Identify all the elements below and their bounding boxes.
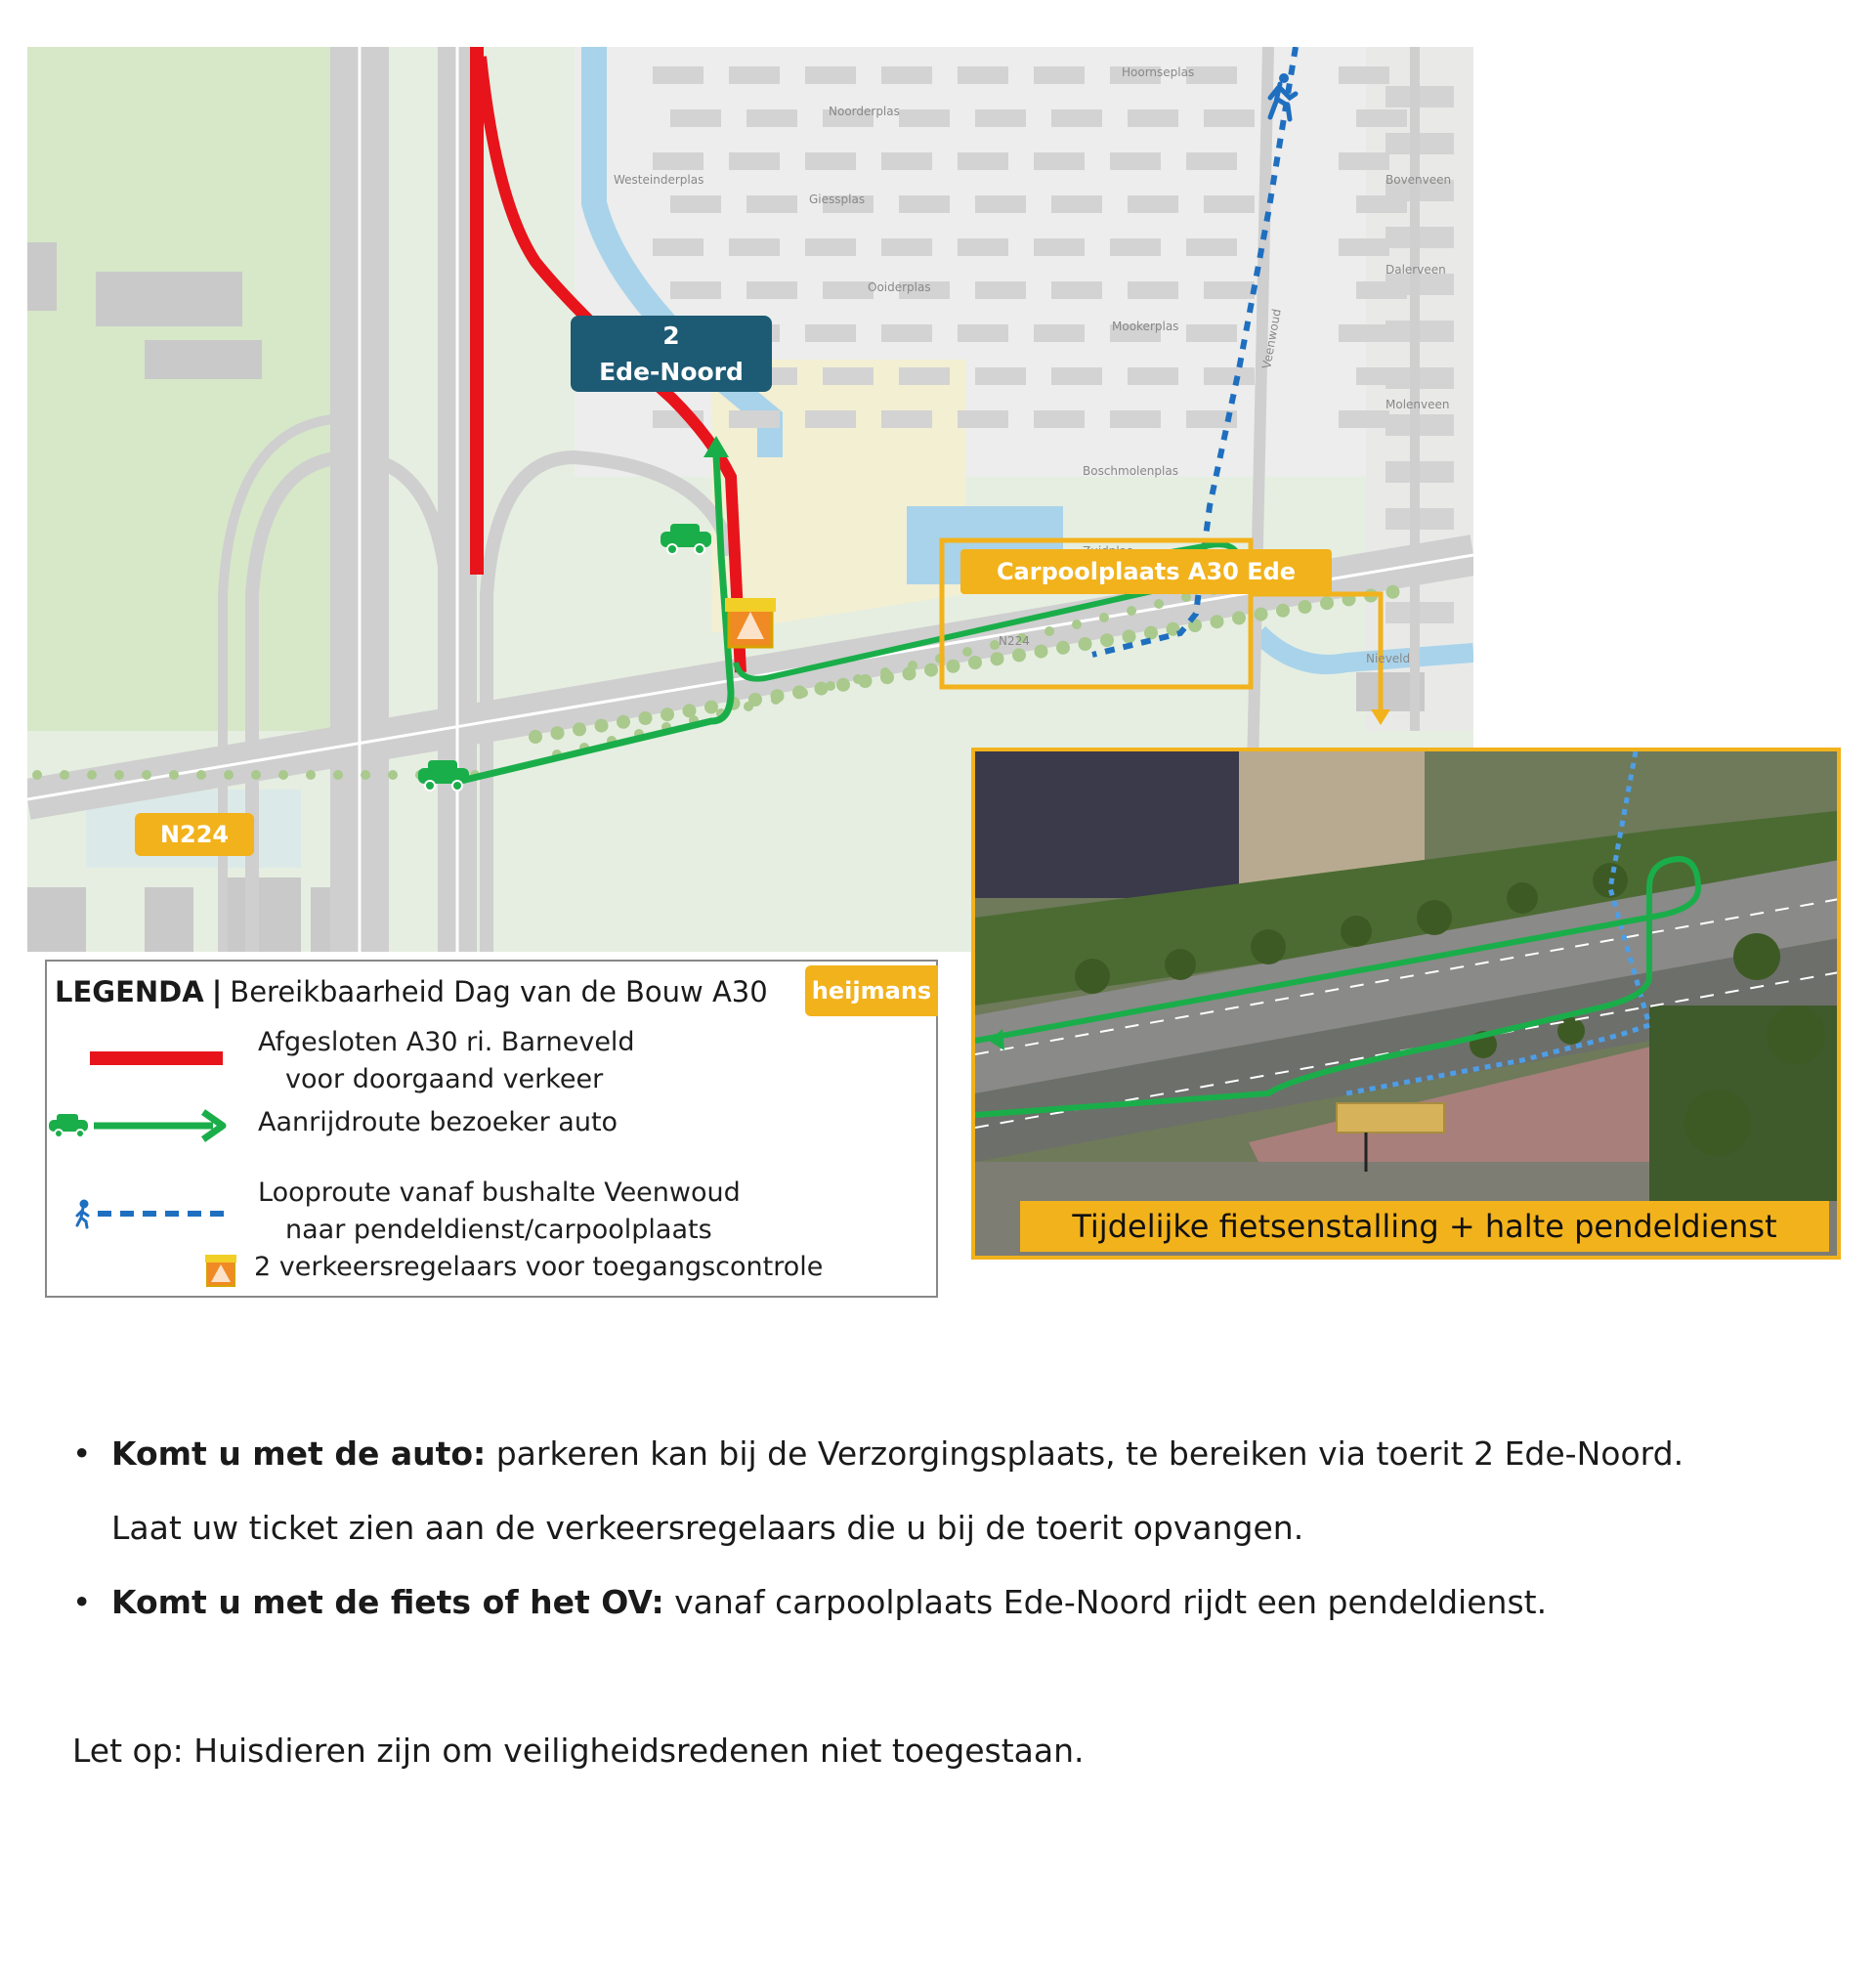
house-block	[1128, 367, 1178, 385]
tree	[1072, 620, 1082, 629]
map-label-veenwoud: Veenwoud	[1259, 308, 1284, 370]
house-block	[881, 66, 932, 84]
info-text	[72, 1417, 1831, 1788]
house-block	[881, 324, 932, 342]
bullet-dot: •	[72, 1583, 92, 1621]
map-label-mookerplas: Mookerplas	[1112, 320, 1179, 333]
house-block	[1034, 410, 1085, 428]
legend-item-car-route-line1: Aanrijdroute bezoeker auto	[258, 1107, 618, 1137]
house-block	[881, 238, 932, 256]
tree	[826, 681, 835, 691]
pedestrian-dashed-icon	[47, 1169, 252, 1247]
house-block	[805, 66, 856, 84]
house-block	[746, 281, 797, 299]
house-block	[1356, 109, 1407, 127]
house-block	[805, 410, 856, 428]
house-block	[899, 195, 950, 213]
house-block	[1110, 152, 1161, 170]
tree	[1079, 637, 1092, 651]
tree	[704, 701, 718, 714]
bullet-dot: •	[72, 1434, 92, 1473]
house-block	[729, 410, 780, 428]
house-block	[975, 195, 1026, 213]
map-label-noorderplas: Noorderplas	[829, 105, 900, 118]
house-block	[958, 66, 1008, 84]
tree	[1320, 596, 1334, 610]
tree	[947, 660, 960, 673]
house-block	[1339, 238, 1389, 256]
house-block	[653, 152, 704, 170]
exit-number: 2	[662, 321, 680, 350]
tree	[595, 719, 609, 733]
car-text-2: Laat uw ticket zien aan de verkeersregelaars die u bij de toerit opvangen.	[111, 1509, 1304, 1547]
house-block	[899, 367, 950, 385]
house-block	[1186, 324, 1237, 342]
bike-text: vanaf carpoolplaats Ede-Noord rijdt een pendeldienst.	[663, 1583, 1548, 1621]
house-block	[823, 281, 874, 299]
house-block	[1034, 66, 1085, 84]
tree	[114, 770, 124, 780]
tree	[1056, 641, 1070, 655]
tree	[661, 707, 674, 721]
car-text: parkeren kan bij de Verzorgingsplaats, te bereiken via toerit 2 Ede-Noord.	[486, 1434, 1684, 1473]
house-block	[746, 195, 797, 213]
tree	[1144, 626, 1158, 640]
legend-item-traffic-controller-line1: 2 verkeersregelaars voor toegangscontrole	[254, 1252, 824, 1282]
tree	[1154, 599, 1164, 609]
house-block	[1339, 152, 1389, 170]
tree	[924, 663, 938, 677]
house-block	[1339, 66, 1389, 84]
traffic-controller-icon	[725, 598, 776, 647]
map-label-boschmolenplas: Boschmolenplas	[1083, 464, 1178, 478]
house-block	[1186, 238, 1237, 256]
tree	[1099, 613, 1109, 622]
inset-caption: Tijdelijke fietsenstalling + halte pendeldienst	[1020, 1201, 1829, 1252]
tree	[1012, 648, 1026, 662]
map-label-ooiderplas: Ooiderplas	[868, 280, 931, 294]
tree	[1386, 585, 1400, 599]
tree	[1211, 615, 1224, 628]
legend-item-walk-route-line1: Looproute vanaf bushalte Veenwoud	[258, 1177, 741, 1208]
legend-item-closed-road-line2: voor doorgaand verkeer	[285, 1064, 604, 1094]
tree	[1255, 608, 1268, 621]
house-block	[1051, 281, 1102, 299]
house-block	[653, 238, 704, 256]
car-heading: Komt u met de auto:	[111, 1434, 487, 1473]
map-label-n224: N224	[999, 634, 1030, 648]
tree	[1123, 629, 1136, 643]
house-block	[1110, 238, 1161, 256]
aerial-inset	[971, 748, 1841, 1260]
legend-title	[55, 975, 768, 1008]
house-block	[975, 109, 1026, 127]
house-block	[823, 367, 874, 385]
map-label-nieveld: Nieveld	[1366, 652, 1411, 665]
legend-separator: |	[211, 975, 223, 1008]
house-block	[1051, 109, 1102, 127]
tree	[1276, 604, 1290, 618]
house-block	[975, 281, 1026, 299]
tree	[169, 770, 179, 780]
tree	[1299, 600, 1312, 614]
tree	[771, 695, 781, 705]
tree	[251, 770, 261, 780]
tree	[744, 702, 753, 711]
road-label-n224: N224	[135, 813, 254, 856]
tree	[836, 678, 850, 692]
legend-item-closed-road-line1: Afgesloten A30 ri. Barneveld	[258, 1027, 635, 1057]
house-block	[1204, 367, 1255, 385]
tree	[968, 656, 982, 669]
house-block	[805, 324, 856, 342]
house-block	[729, 152, 780, 170]
tree	[60, 770, 69, 780]
house-block	[958, 324, 1008, 342]
tree	[815, 682, 829, 696]
tree	[880, 667, 890, 677]
map-label-westeinderplas: Westeinderplas	[614, 173, 704, 187]
tree	[1035, 645, 1048, 659]
house-block	[805, 152, 856, 170]
exit-name: Ede-Noord	[599, 358, 744, 386]
house-block	[958, 152, 1008, 170]
house-block	[1110, 410, 1161, 428]
house-block	[1128, 109, 1178, 127]
house-block	[1204, 109, 1255, 127]
tree	[1100, 633, 1114, 647]
legend-item-walk-route-line2: naar pendeldienst/carpoolplaats	[285, 1215, 712, 1245]
tree	[551, 726, 565, 740]
carpool-label: Carpoolplaats A30 Ede	[960, 549, 1332, 594]
house-block	[1034, 324, 1085, 342]
house-block	[746, 109, 797, 127]
legend-title-bold: LEGENDA	[55, 975, 204, 1008]
tree	[278, 770, 288, 780]
car-arrow-icon	[47, 1098, 252, 1147]
house-block	[653, 66, 704, 84]
map-legend	[45, 960, 938, 1298]
house-block	[1128, 195, 1178, 213]
house-block	[1204, 281, 1255, 299]
house-block	[1339, 324, 1389, 342]
bullet-bike	[72, 1565, 1831, 1640]
tree	[196, 770, 206, 780]
house-block	[1034, 152, 1085, 170]
tree	[962, 647, 972, 657]
tree	[306, 770, 316, 780]
map-label-hoornseplas: Hoornseplas	[1122, 65, 1195, 79]
map-label-molenveen: Molenveen	[1386, 398, 1450, 411]
pets-note: Let op: Huisdieren zijn om veiligheidsredenen niet toegestaan.	[72, 1732, 1085, 1770]
tree	[617, 715, 630, 729]
house-block	[1186, 152, 1237, 170]
tree	[333, 770, 343, 780]
map-label-giessplas: Giessplas	[809, 193, 866, 206]
heijmans-logo: heijmans	[805, 965, 938, 1016]
house-block	[670, 109, 721, 127]
tree	[1127, 606, 1136, 616]
legend-title-text: Bereikbaarheid Dag van de Bouw A30	[230, 975, 768, 1008]
house-block	[805, 238, 856, 256]
tree	[573, 722, 586, 736]
house-block	[975, 367, 1026, 385]
exit-label	[571, 316, 772, 392]
tree	[853, 674, 863, 684]
house-block	[881, 152, 932, 170]
house-block	[1034, 238, 1085, 256]
house-block	[958, 410, 1008, 428]
tree	[798, 688, 808, 698]
tree	[1045, 626, 1054, 636]
aerial-photo	[975, 751, 1841, 1260]
house-block	[1051, 367, 1102, 385]
house-block	[1339, 410, 1389, 428]
house-block	[670, 195, 721, 213]
traffic-controller-legend-icon	[47, 1245, 252, 1292]
tree	[529, 730, 542, 744]
tree	[1232, 611, 1246, 624]
house-block	[1204, 195, 1255, 213]
tree	[32, 770, 42, 780]
house-block	[958, 238, 1008, 256]
house-block	[1128, 281, 1178, 299]
tree	[361, 770, 370, 780]
tree	[87, 770, 97, 780]
tree	[991, 652, 1004, 665]
house-block	[670, 281, 721, 299]
bike-heading: Komt u met de fiets of het OV:	[111, 1583, 664, 1621]
house-block	[899, 109, 950, 127]
house-block	[729, 238, 780, 256]
house-block	[729, 66, 780, 84]
tree	[388, 770, 398, 780]
tree	[142, 770, 151, 780]
map-label-dalerveen: Dalerveen	[1386, 263, 1446, 277]
house-block	[881, 410, 932, 428]
house-block	[1051, 195, 1102, 213]
red-bar-icon	[47, 1018, 252, 1096]
map-label-bovenveen: Bovenveen	[1386, 173, 1452, 187]
tree	[639, 711, 653, 725]
tree	[224, 770, 234, 780]
tree	[908, 661, 917, 670]
bullet-car	[72, 1417, 1831, 1565]
